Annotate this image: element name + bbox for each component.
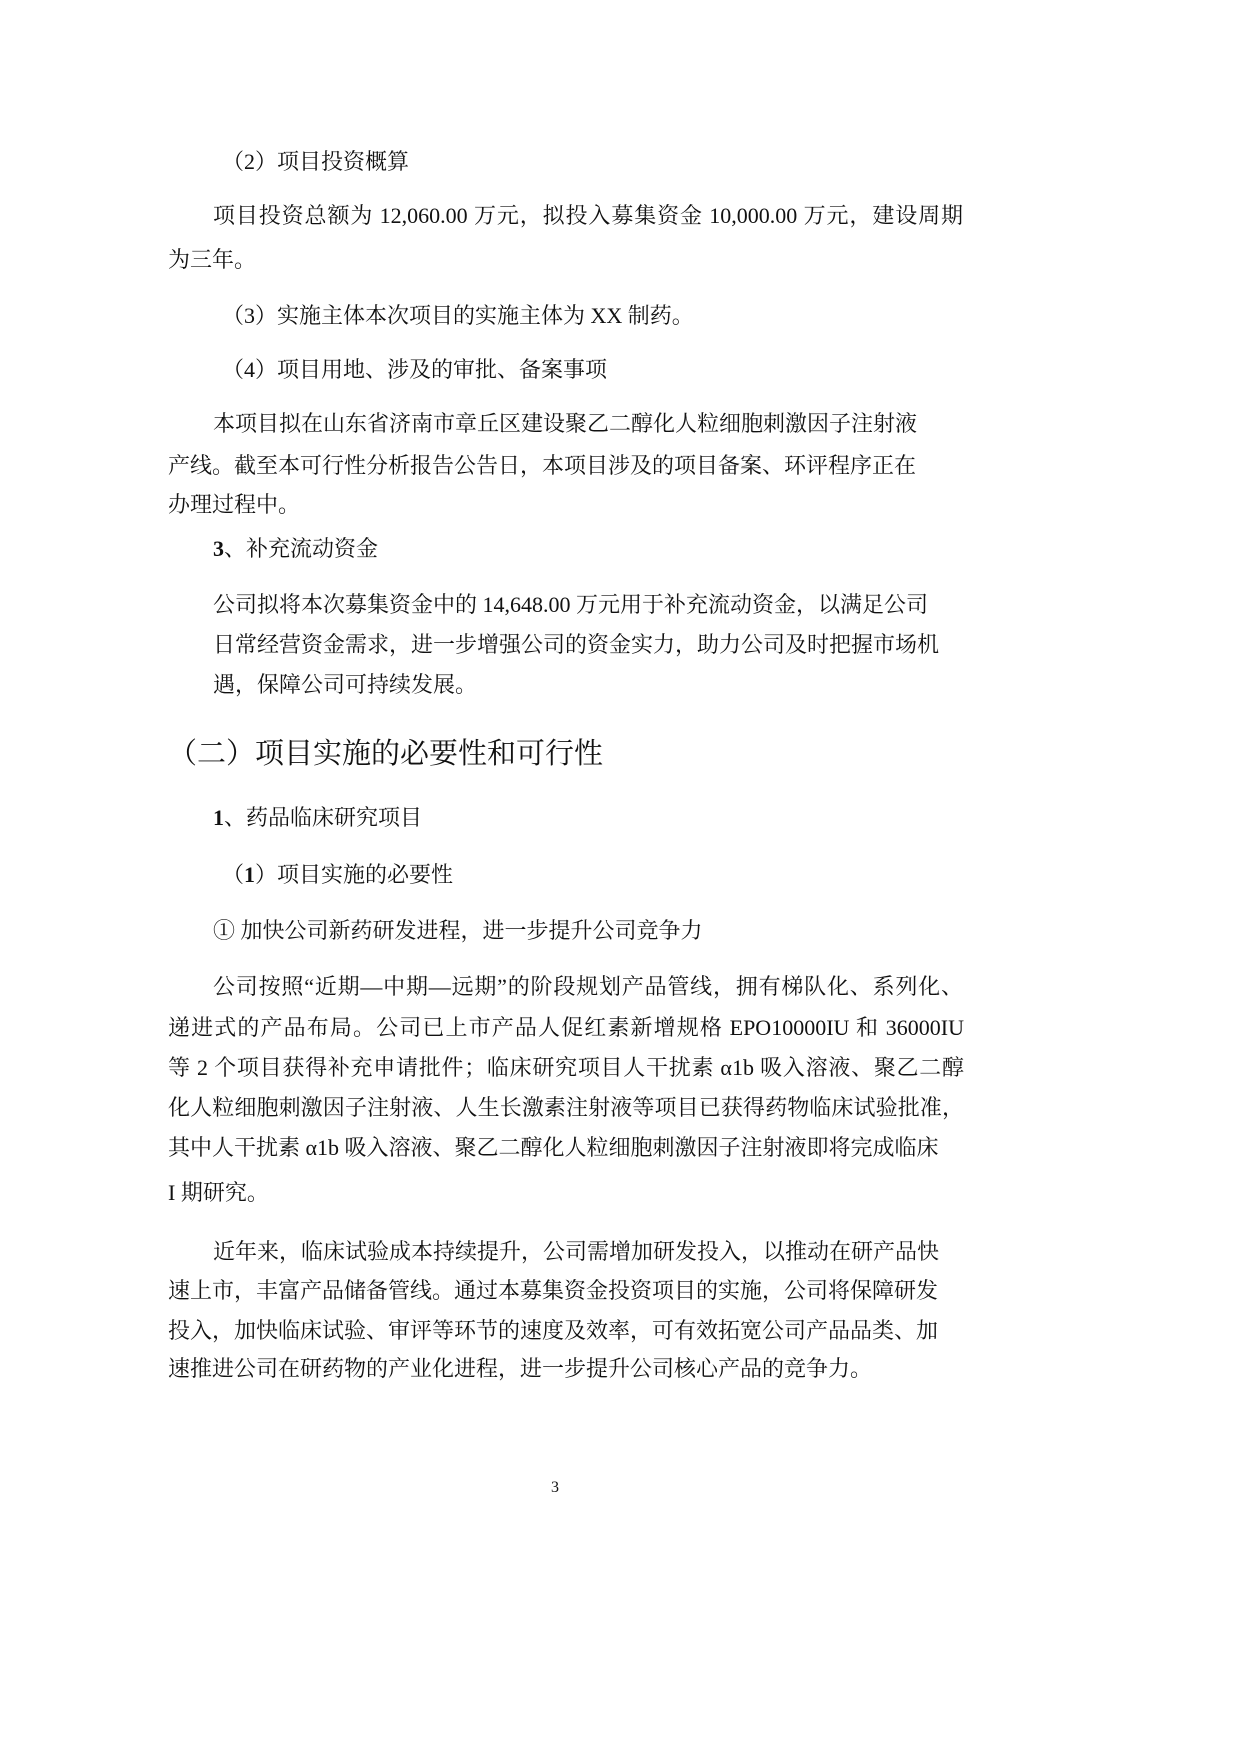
necessity-heading <box>222 860 453 890</box>
subheading-land: （4）项目用地、涉及的审批、备案事项 <box>222 357 608 382</box>
paragraph-line: 办理过程中。 <box>168 492 301 517</box>
paragraph-line: 投入，加快临床试验、审评等环节的速度及效率，可有效拓宽公司产品品类、加 <box>168 1318 939 1343</box>
paragraph-line: 等 2 个项目获得补充申请批件；临床研究项目人干扰素 α1b 吸入溶液、聚乙二醇 <box>168 1055 964 1080</box>
item-title: 、药品临床研究项目 <box>224 805 423 830</box>
paragraph-line: 其中人干扰素 α1b 吸入溶液、聚乙二醇化人粒细胞刺激因子注射液即将完成临床 <box>168 1135 939 1160</box>
item-number: 1 <box>213 805 224 830</box>
page-number: 3 <box>551 1479 559 1496</box>
paragraph-line: 为三年。 <box>168 247 257 272</box>
item-1-heading <box>213 803 422 833</box>
paragraph-line: 日常经营资金需求，进一步增强公司的资金实力，助力公司及时把握市场机 <box>213 632 940 657</box>
point-heading: ① 加快公司新药研发进程，进一步提升公司竞争力 <box>213 918 703 943</box>
paragraph-line: 公司按照“近期—中期—远期”的阶段规划产品管线，拥有梯队化、系列化、 <box>213 974 963 999</box>
paragraph-line: 项目投资总额为 12,060.00 万元，拟投入募集资金 10,000.00 万元，建设周期 <box>213 203 963 228</box>
paragraph-line: 遇，保障公司可持续发展。 <box>213 672 478 697</box>
paragraph-line: I 期研究。 <box>168 1180 269 1205</box>
paragraph-line: 公司拟将本次募集资金中的 14,648.00 万元用于补充流动资金，以满足公司 <box>213 592 929 617</box>
necessity-title: ）项目实施的必要性 <box>255 862 454 887</box>
section-heading: （二）项目实施的必要性和可行性 <box>168 736 604 770</box>
paragraph-line: 近年来，临床试验成本持续提升，公司需增加研发投入，以推动在研产品快 <box>213 1239 940 1264</box>
section-3-heading <box>213 534 378 564</box>
subheading-entity: （3）实施主体本次项目的实施主体为 XX 制药。 <box>222 303 694 328</box>
paragraph-line: 化人粒细胞刺激因子注射液、人生长激素注射液等项目已获得药物临床试验批准， <box>168 1095 964 1120</box>
necessity-number: 1 <box>244 862 256 887</box>
paragraph-line: 速推进公司在研药物的产业化进程，进一步提升公司核心产品的竞争力。 <box>168 1356 873 1381</box>
paragraph-line: 本项目拟在山东省济南市章丘区建设聚乙二醇化人粒细胞刺激因子注射液 <box>213 411 918 436</box>
paragraph-line: 递进式的产品布局。公司已上市产品人促红素新增规格 EPO10000IU 和 36000IU <box>168 1015 964 1040</box>
paragraph-line: 速上市，丰富产品储备管线。通过本募集资金投资项目的实施，公司将保障研发 <box>168 1278 939 1303</box>
section-number: 3 <box>213 536 224 561</box>
section-title: 、补充流动资金 <box>224 536 379 561</box>
paragraph-line: 产线。截至本可行性分析报告公告日，本项目涉及的项目备案、环评程序正在 <box>168 453 917 478</box>
paren: （ <box>222 862 245 887</box>
subheading-investment: （2）项目投资概算 <box>222 149 410 174</box>
